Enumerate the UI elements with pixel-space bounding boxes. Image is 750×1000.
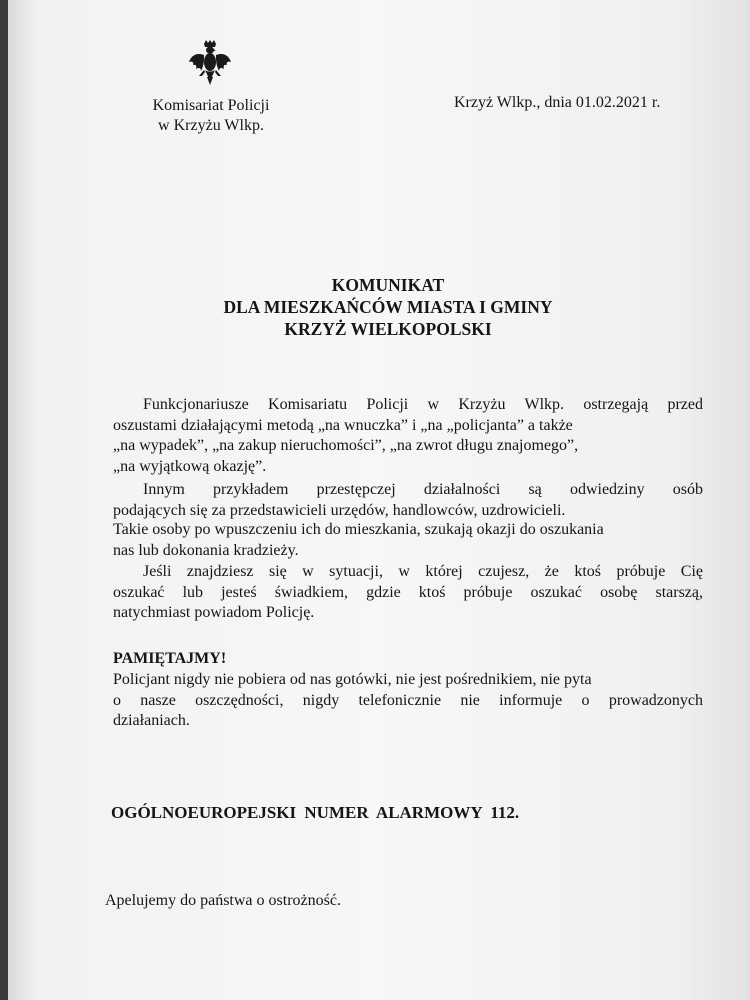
paragraph-line: Funkcjonariusze Komisariatu Policji w Krzyżu Wlkp. ostrzegają przed [143, 396, 703, 413]
polish-eagle-emblem-icon [188, 40, 232, 86]
title-line-1: KOMUNIKAT [331, 275, 445, 295]
paragraph-line: oszukać lub jesteś świadkiem, gdzie ktoś próbuje oszukać osobę starszą, [113, 583, 703, 601]
paragraph-line: „na wyjątkową okazję”. [113, 457, 267, 475]
paragraph-line: natychmiast powiadom Policję. [113, 604, 315, 621]
document-page [8, 0, 750, 1000]
paragraph-example [113, 480, 703, 521]
paragraph-line: Policjant nigdy nie pobiera od nas gotówki, nie jest pośrednikiem, nie pyta [113, 671, 592, 688]
paragraph-line: Takie osoby po wpuszczeniu ich do mieszkania, szukają okazji do oszukania [113, 521, 604, 538]
closing-appeal: Apelujemy do państwa o ostrożność. [105, 892, 341, 909]
paragraph-line: nas lub dokonania kradzieży. [113, 541, 299, 559]
paragraph-line: oszustami działającymi metodą „na wnuczka” i „na „policjanta” a także [113, 416, 573, 434]
paragraph-remember [113, 670, 703, 732]
office-line-1: Komisariat Policji [152, 97, 270, 114]
paragraph-line: działaniach. [113, 712, 190, 729]
paragraph-line: „na wypadek”, „na zakup nieruchomości”, „na zwrot długu znajomego”, [113, 437, 579, 454]
paragraph-warning [113, 395, 703, 477]
police-office-name [126, 96, 296, 136]
paragraph-advice [113, 562, 703, 624]
paragraph-line: o nasze oszczędności, nigdy telefonicznie nie informuje o prowadzonych [113, 691, 703, 709]
place-and-date: Krzyż Wlkp., dnia 01.02.2021 r. [454, 94, 661, 111]
emergency-number: OGÓLNOEUROPEJSKI NUMER ALARMOWY 112. [111, 803, 520, 822]
paragraph-line: Jeśli znajdziesz się w sytuacji, w której czujesz, że ktoś próbuje Cię [143, 563, 703, 580]
document-title [108, 274, 668, 340]
office-line-2: w Krzyżu Wlkp. [158, 117, 264, 134]
paragraph-line: podających się za przedstawicieli urzędów, handlowców, uzdrowicieli. [113, 501, 566, 519]
remember-heading: PAMIĘTAJMY! [113, 650, 227, 667]
title-line-2: DLA MIESZKAŃCÓW MIASTA I GMINY [223, 297, 553, 317]
paragraph-line: Innym przykładem przestępczej działalności są odwiedziny osób [143, 481, 703, 498]
title-line-3: KRZYŻ WIELKOPOLSKI [284, 319, 492, 339]
paragraph-visitors [113, 520, 703, 561]
